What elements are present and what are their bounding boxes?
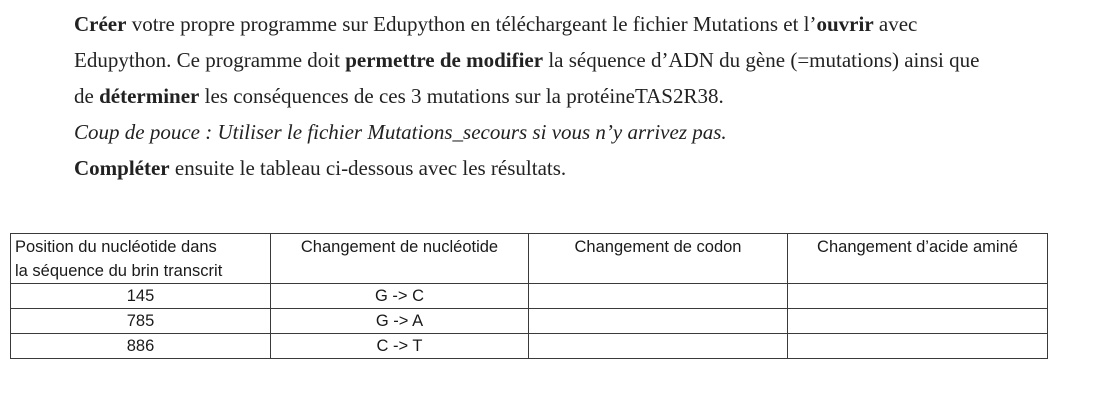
cell-codon-change[interactable] (529, 334, 788, 359)
instruction-text: ensuite le tableau ci-dessous avec les résultats. (169, 156, 567, 180)
instruction-line-1 (74, 6, 1111, 42)
cell-amino-acid-change[interactable] (788, 309, 1048, 334)
cell-nucleotide-change: C -> T (271, 334, 529, 359)
instruction-text: votre propre programme sur Edupython en téléchargeant le fichier Mutations et l’ (126, 12, 817, 36)
bold-word: Compléter (74, 156, 170, 180)
instructions-text (74, 6, 1111, 186)
header-nucleotide-change: Changement de nucléotide (271, 234, 529, 284)
header-position (11, 234, 271, 284)
bold-word: Créer (74, 12, 127, 36)
bold-phrase: permettre de modifier (345, 48, 544, 72)
table-row (11, 309, 1048, 334)
instruction-text: de (74, 84, 100, 108)
instruction-text: Edupython. Ce programme doit (74, 48, 346, 72)
header-position-line-2: la séquence du brin transcrit (15, 262, 223, 280)
cell-position: 145 (11, 284, 271, 309)
bold-word: déterminer (99, 84, 200, 108)
cell-position: 886 (11, 334, 271, 359)
table-row (11, 334, 1048, 359)
cell-nucleotide-change: G -> C (271, 284, 529, 309)
instruction-line-5 (74, 150, 1111, 186)
instruction-text: avec (873, 12, 918, 36)
instruction-line-3 (74, 78, 1111, 114)
instruction-text: les conséquences de ces 3 mutations sur la protéineTAS2R38. (199, 84, 724, 108)
cell-amino-acid-change[interactable] (788, 284, 1048, 309)
bold-word: ouvrir (816, 12, 874, 36)
cell-position: 785 (11, 309, 271, 334)
cell-nucleotide-change: G -> A (271, 309, 529, 334)
header-amino-acid-change: Changement d’acide aminé (788, 234, 1048, 284)
cell-codon-change[interactable] (529, 284, 788, 309)
hint-line: Coup de pouce : Utiliser le fichier Mutations_secours si vous n’y arrivez pas. (74, 120, 727, 144)
instruction-line-2 (74, 42, 1111, 78)
instruction-text: la séquence d’ADN du gène (=mutations) ainsi que (543, 48, 980, 72)
cell-amino-acid-change[interactable] (788, 334, 1048, 359)
table-row (11, 284, 1048, 309)
mutation-results-table (10, 233, 1048, 359)
header-codon-change: Changement de codon (529, 234, 788, 284)
table-header-row (11, 234, 1048, 284)
header-position-line-1: Position du nucléotide dans (15, 238, 217, 256)
cell-codon-change[interactable] (529, 309, 788, 334)
